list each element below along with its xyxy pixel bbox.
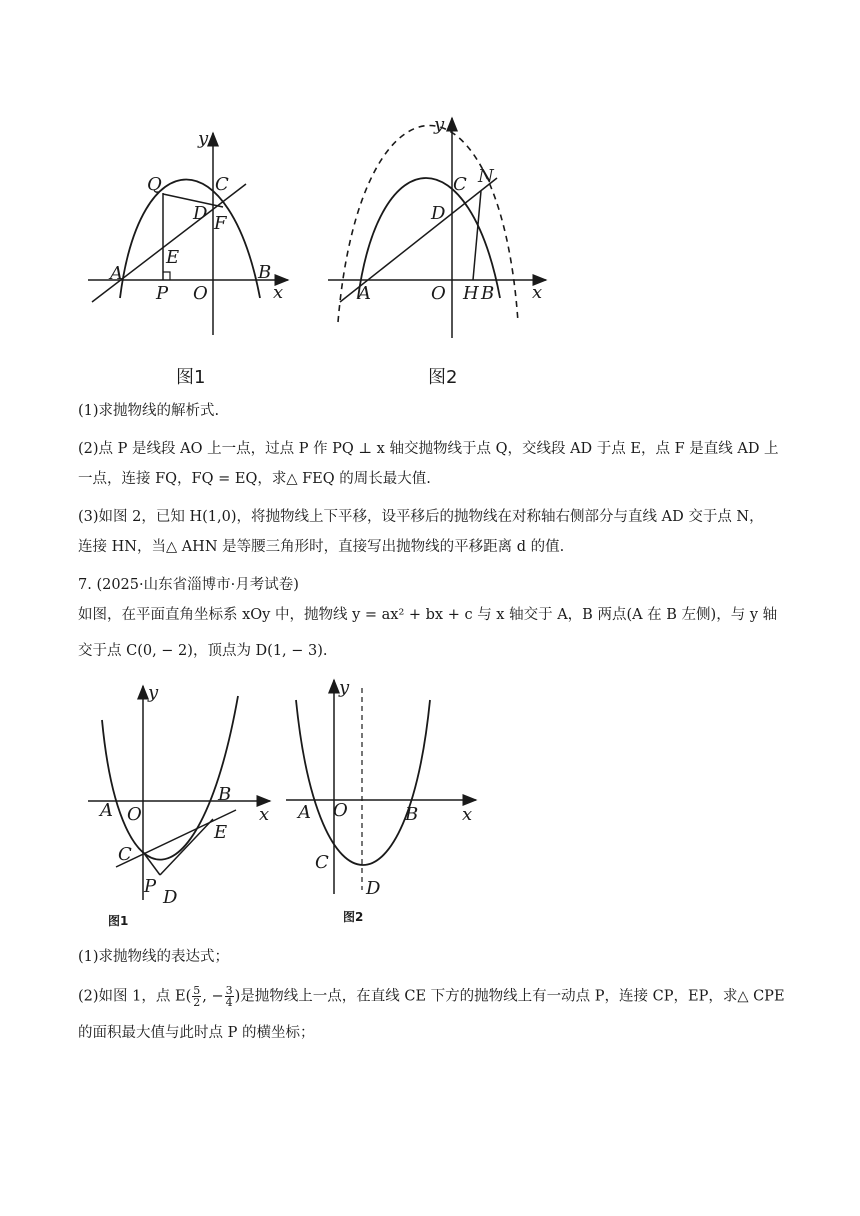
caption-fig2: 图2 xyxy=(428,367,458,388)
b1-label-o: O xyxy=(127,804,142,825)
q6-part2-line1: (2)点 P 是线段 AO 上一点，过点 P 作 PQ ⊥ x 轴交抛物线于点 Q，交线段 AD 于点 E，点 F 是直线 AD 上 xyxy=(78,441,779,457)
fraction-3-4: $\frac{3}{4}$ xyxy=(225,984,233,1009)
label-p: P xyxy=(156,283,169,304)
q6-part2-line2: 一点，连接 FQ，FQ = EQ，求△ FEQ 的周长最大值. xyxy=(78,471,431,487)
segment-hn xyxy=(473,191,481,280)
b1-label-p: P xyxy=(144,876,157,897)
b1-segment-pe xyxy=(160,819,213,875)
b2-label-d: D xyxy=(366,878,381,899)
b1-label-e: E xyxy=(214,822,228,843)
label-b-2: B xyxy=(481,283,495,304)
caption-fig1: 图1 xyxy=(176,367,206,388)
b1-label-b: B xyxy=(218,784,232,805)
b2-caption: 图2 xyxy=(343,910,364,924)
label-q: Q xyxy=(147,174,162,195)
q7-part2-line1 xyxy=(78,984,785,1009)
b2-label-c: C xyxy=(315,852,329,873)
label-n: N xyxy=(478,166,494,187)
q7-part1: (1)求抛物线的表达式； xyxy=(78,949,230,965)
q7-part2-sep: , − xyxy=(202,988,224,1005)
q7-intro-line1: 如图，在平面直角坐标系 xOy 中，抛物线 y = ax² + bx + c 与 x 轴交于 A，B 两点(A 在 B 左侧)，与 y 轴 xyxy=(78,607,778,623)
q6-part3-line2: 连接 HN，当△ AHN 是等腰三角形时，直接写出抛物线的平移距离 d 的值. xyxy=(78,539,565,555)
label-x: x xyxy=(273,282,284,303)
b2-label-b: B xyxy=(405,804,419,825)
q7-part2-line2: 的面积最大值与此时点 P 的横坐标； xyxy=(78,1025,315,1041)
label-a-2: A xyxy=(358,283,371,304)
label-o-2: O xyxy=(431,283,446,304)
q7-intro-line2: 交于点 C(0, − 2)，顶点为 D(1, − 3). xyxy=(78,643,328,659)
label-f: F xyxy=(214,213,227,234)
b2-parabola xyxy=(296,700,430,865)
q7-part2-text-b: )是抛物线上一点，在直线 CE 下方的抛物线上有一动点 P，连接 CP，EP，求△ CPE xyxy=(234,988,785,1005)
label-c-2: C xyxy=(453,174,467,195)
q6-part3-line1: (3)如图 2，已知 H(1,0)，将抛物线上下平移，设平移后的抛物线在对称轴右侧部分与直线 AD 交于点 N， xyxy=(78,509,764,525)
label-d-2: D xyxy=(431,203,446,224)
label-e: E xyxy=(166,247,180,268)
label-h: H xyxy=(463,283,479,304)
q7-part2-text-a: (2)如图 1，点 E( xyxy=(78,988,192,1005)
top-figure-1 xyxy=(0,0,860,400)
label-y-2: y xyxy=(434,114,445,135)
b2-label-x: x xyxy=(462,804,473,825)
label-b: B xyxy=(258,262,272,283)
q6-part1: (1)求抛物线的解析式. xyxy=(78,403,220,419)
bottom-figures xyxy=(0,670,860,940)
label-d: D xyxy=(193,203,208,224)
b1-label-a: A xyxy=(100,800,113,821)
b1-label-x: x xyxy=(259,804,270,825)
label-x-2: x xyxy=(532,282,543,303)
b1-label-y: y xyxy=(148,682,159,703)
label-y: y xyxy=(198,128,209,149)
q7-header: 7. (2025·山东省淄博市·月考试卷) xyxy=(78,577,299,593)
label-o: O xyxy=(193,283,208,304)
label-c: C xyxy=(215,174,229,195)
b2-label-y: y xyxy=(339,677,350,698)
right-angle-mark xyxy=(163,272,170,280)
b1-caption: 图1 xyxy=(108,914,129,928)
b2-label-o: O xyxy=(333,800,348,821)
fraction-5-2: $\frac{5}{2}$ xyxy=(193,984,201,1009)
b1-label-d: D xyxy=(163,887,178,908)
b1-label-c: C xyxy=(118,844,132,865)
line-ad xyxy=(92,184,246,302)
label-a: A xyxy=(110,263,123,284)
b1-segment-cp xyxy=(143,852,160,875)
b2-label-a: A xyxy=(298,802,311,823)
